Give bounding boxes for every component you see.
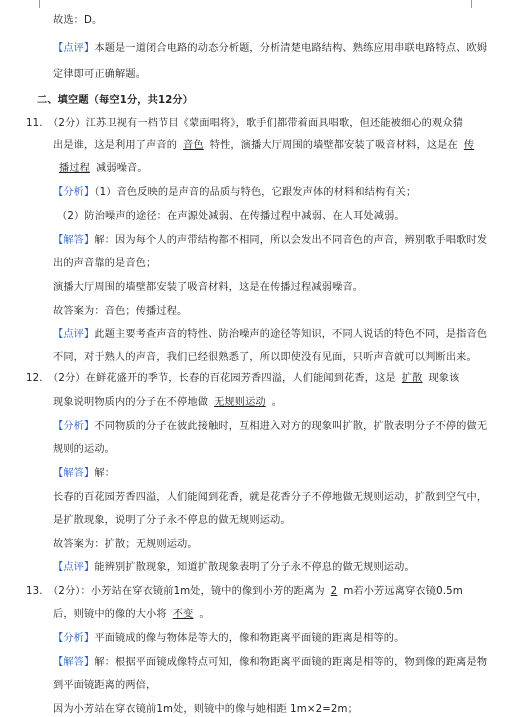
text-segment: 定律即可正确解题。 (53, 69, 147, 80)
document-line (26, 585, 463, 599)
comment-label: 【点评】 (53, 43, 95, 54)
document-line (26, 372, 459, 386)
answer-blank: 不变 (172, 609, 194, 620)
document-line (53, 186, 416, 200)
document-line (53, 257, 156, 271)
text-segment: m若小芳远离穿衣镜0.5m (343, 586, 463, 597)
text-segment: 现象说明物质内的分子在不停地做 (53, 397, 209, 408)
document-line (57, 210, 405, 224)
text-segment: 平面镜成的像与物体是等大的，像和物距离平面镜的距离是相等的。 (94, 633, 405, 644)
section-heading: 二、填空题（每空1分，共12分） (37, 95, 194, 106)
text-segment: 减弱噪音。 (96, 163, 148, 174)
comment-label: 【分析】 (53, 633, 95, 644)
document-line (53, 396, 282, 410)
text-segment: 长春的百花园芳香四溢，人们能闻到花香，就是花香分子不停地做无规则运动，扩散到空气中， (53, 492, 488, 503)
comment-label: 【解答】 (53, 657, 95, 668)
comment-label: 【解答】 (53, 468, 95, 479)
document-line (53, 14, 102, 28)
text-segment: （2分）江苏卫视有一档节目《蒙面唱将》，歌手们都带着面具唱歌，但还能被细心的观众猜 (48, 118, 464, 129)
text-segment: 现象该 (428, 373, 460, 384)
text-segment: 出的声音靠的是音色； (53, 258, 157, 269)
document-line (53, 234, 487, 248)
text-segment: 故选：D。 (53, 15, 103, 26)
text-segment: （2）防治噪声的途径：在声源处减弱、在传播过程中减弱、在人耳处减弱。 (57, 211, 405, 222)
document-line (37, 94, 193, 108)
document-line (53, 514, 291, 528)
document-line (53, 632, 404, 646)
text-segment: 解：因为每个人的声带结构都不相同，所以会发出不同音色的声音，辨别歌手唱歌时发 (94, 235, 488, 246)
comment-label: 【点评】 (53, 329, 95, 340)
question-number: 11. (26, 118, 43, 129)
text-segment: 演播大厅周围的墙壁都安装了吸音材料，这是在传播过程减弱噪音。 (53, 282, 364, 293)
document-line (53, 561, 415, 575)
document-line (53, 139, 480, 153)
question-number: 13. (26, 586, 43, 597)
text-segment: （2分）：小芳站在穿衣镜前1m处，镜中的像到小芳的距离为 (48, 586, 325, 597)
document-line (53, 68, 146, 82)
document-line (53, 162, 148, 176)
answer-blank: 无规则运动 (214, 397, 266, 408)
document-line (53, 351, 477, 365)
document-line (53, 281, 363, 295)
document-line (53, 328, 487, 342)
text-segment: 解：根据平面镜成像特点可知，像和物距离平面镜的距离是相等的，物到像的距离是物 (94, 657, 488, 668)
text-segment: 。 (199, 609, 210, 620)
page-margin-mark-right (471, 0, 472, 8)
comment-label: 【点评】 (53, 562, 95, 573)
document-line (53, 420, 487, 434)
document-line (53, 679, 156, 693)
text-segment: 是扩散现象，说明了分子永不停息的做无规则运动。 (53, 515, 291, 526)
document-line (53, 538, 198, 552)
answer-blank: 播过程 (59, 163, 91, 174)
comment-label: 【分析】 (53, 421, 95, 432)
text-segment: 不同，对于熟人的声音，我们已经很熟悉了，所以即使没有见面，只听声音就可以判断出来。 (53, 352, 477, 363)
text-segment: 后，则镜中的像的大小将 (53, 609, 167, 620)
document-line (53, 608, 210, 622)
text-segment: 出是谁，这是利用了声音的 (53, 140, 178, 151)
text-segment: 能辨别扩散现象，知道扩散现象表明了分子永不停息的做无规则运动。 (94, 562, 415, 573)
document-line (53, 443, 115, 457)
text-segment: 故答案为：扩散；无规则运动。 (53, 539, 198, 550)
text-segment: 到平面镜距离的两倍， (53, 680, 157, 691)
page-margin-mark-left (39, 0, 40, 8)
document-line (53, 491, 487, 505)
text-segment: 因为小芳站在穿衣镜前1m处，则镜中的像与她相距 1m×2=2m； (53, 704, 358, 715)
comment-label: 【分析】 (53, 187, 95, 198)
text-segment: 规则的运动。 (53, 444, 116, 455)
comment-label: 【解答】 (53, 235, 95, 246)
text-segment: （1）音色反映的是声音的品质与特色，它跟发声体的材料和结构有关； (94, 187, 417, 198)
document-line (53, 656, 487, 670)
document-line (26, 117, 463, 131)
answer-blank: 2 (330, 586, 338, 597)
document-line (53, 467, 115, 481)
text-segment: 此题主要考查声音的特性、防治噪声的途径等知识，不同人说话的特色不同，是指音色 (94, 329, 488, 340)
text-segment: 解： (94, 468, 116, 479)
text-segment: 特性，演播大厅周围的墙壁都安装了吸音材料，这是在 (209, 140, 458, 151)
answer-blank: 传 (463, 140, 475, 151)
text-segment: 故答案为：音色；传播过程。 (53, 306, 188, 317)
document-line (53, 42, 487, 56)
text-segment: 。 (271, 397, 283, 408)
document-line (53, 305, 187, 319)
text-segment: 不同物质的分子在彼此接触时，互相进入对方的现象叫扩散，扩散表明分子不停的做无 (94, 421, 488, 432)
text-segment: 本题是一道闭合电路的动态分析题，分析清楚电路结构、熟练应用串联电路特点、欧姆 (94, 43, 488, 54)
answer-blank: 扩散 (401, 373, 423, 384)
answer-blank: 音色 (183, 140, 204, 151)
question-number: 12. (26, 373, 43, 384)
text-segment: （2分）在鲜花盛开的季节，长春的百花园芳香四溢，人们能闻到花香，这是 (48, 373, 396, 384)
